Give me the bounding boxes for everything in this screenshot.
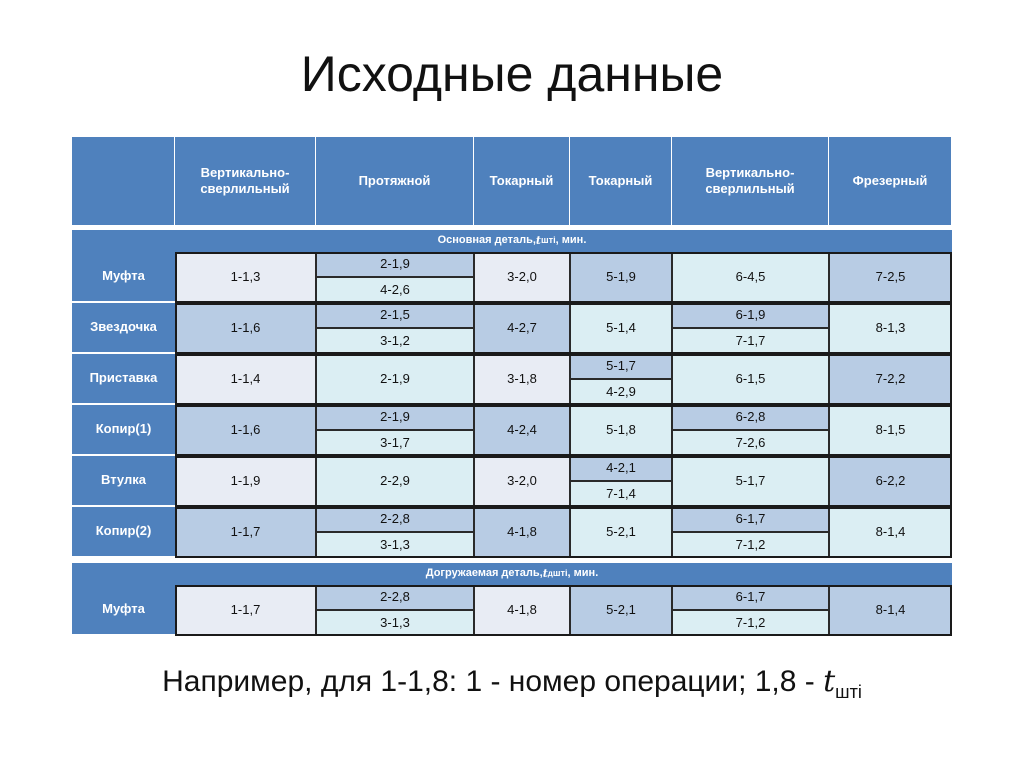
table-cell: 6-1,9 [672,303,829,328]
table-cell: 1-1,4 [175,354,316,405]
table-cell: 4-1,8 [474,507,570,558]
footnote-text: Например, для 1-1,8: 1 - номер операции; 1,8 - [162,665,824,698]
column-header: Вертикально-сверлильный [175,137,316,225]
slide-title: Исходные данные [300,46,724,102]
section-unit: , мин. [567,567,599,580]
section-superscript: д [547,569,553,578]
column-header: Вертикально-сверлильный [672,137,829,225]
table-cell: 6-1,5 [672,354,829,405]
section-label: Догружаемая деталь, [425,567,543,580]
table-cell: 2-1,9 [316,354,474,405]
footnote-symbol: t [823,664,836,699]
table-cell: 7-2,5 [829,252,952,303]
table-cell: 4-2,4 [474,405,570,456]
footnote-subscript: штi [835,682,862,702]
table-cell: 1-1,7 [175,507,316,558]
table-cell: 5-1,7 [570,354,672,379]
table-cell: 1-1,3 [175,252,316,303]
table-cell: 6-2,2 [829,456,952,507]
table-cell: 7-1,7 [672,328,829,354]
column-header: Токарный [570,137,672,225]
table-cell: 8-1,4 [829,507,952,558]
table-cell: 3-1,2 [316,328,474,354]
table-cell: 5-1,9 [570,252,672,303]
section-unit: , мин. [555,234,587,247]
table-cell: 7-2,6 [672,430,829,456]
table-cell: 6-2,8 [672,405,829,430]
table-cell: 2-2,8 [316,585,474,610]
table-cell: 3-2,0 [474,252,570,303]
table-cell: 1-1,6 [175,405,316,456]
table-cell: 2-1,9 [316,405,474,430]
table-cell: 7-1,2 [672,532,829,558]
table-cell: 4-1,8 [474,585,570,636]
table-cell: 5-1,4 [570,303,672,354]
row-header: Звездочка [72,303,175,354]
table-cell: 2-1,5 [316,303,474,328]
table-cell: 3-1,3 [316,610,474,636]
table-cell: 7-1,2 [672,610,829,636]
table-cell: 2-2,8 [316,507,474,532]
table-cell: 8-1,4 [829,585,952,636]
section-subscript: штi [541,235,556,246]
row-header: Муфта [72,585,175,636]
table-cell: 7-2,2 [829,354,952,405]
column-header: Протяжной [316,137,474,225]
section-symbol: t [542,567,548,581]
table-cell: 6-1,7 [672,585,829,610]
table-cell: 4-2,1 [570,456,672,481]
section-header-extra [72,563,952,585]
row-header: Копир(1) [72,405,175,456]
table-cell: 7-1,4 [570,481,672,507]
section-symbol: t [535,234,541,248]
column-header [72,137,175,225]
table-cell: 1-1,6 [175,303,316,354]
table-cell: 3-1,8 [474,354,570,405]
table-cell: 1-1,9 [175,456,316,507]
section-subscript: штi [552,568,568,579]
table-cell: 3-1,3 [316,532,474,558]
table-cell: 5-2,1 [570,507,672,558]
table-cell: 5-1,8 [570,405,672,456]
column-header: Фрезерный [829,137,952,225]
table-cell: 3-1,7 [316,430,474,456]
table-cell: 8-1,5 [829,405,952,456]
table-cell: 3-2,0 [474,456,570,507]
table-cell: 5-1,7 [672,456,829,507]
table-cell: 6-4,5 [672,252,829,303]
column-header: Токарный [474,137,570,225]
section-label: Основная деталь, [437,234,536,247]
table-cell: 4-2,6 [316,277,474,303]
row-header: Копир(2) [72,507,175,558]
table-cell: 2-2,9 [316,456,474,507]
table-cell: 5-2,1 [570,585,672,636]
footnote [0,664,1024,703]
section-header-main [72,230,952,252]
row-header: Приставка [72,354,175,405]
table-cell: 4-2,9 [570,379,672,405]
row-header: Втулка [72,456,175,507]
table-cell: 1-1,7 [175,585,316,636]
table-cell: 4-2,7 [474,303,570,354]
table-cell: 2-1,9 [316,252,474,277]
table-cell: 6-1,7 [672,507,829,532]
row-header: Муфта [72,252,175,303]
table-cell: 8-1,3 [829,303,952,354]
